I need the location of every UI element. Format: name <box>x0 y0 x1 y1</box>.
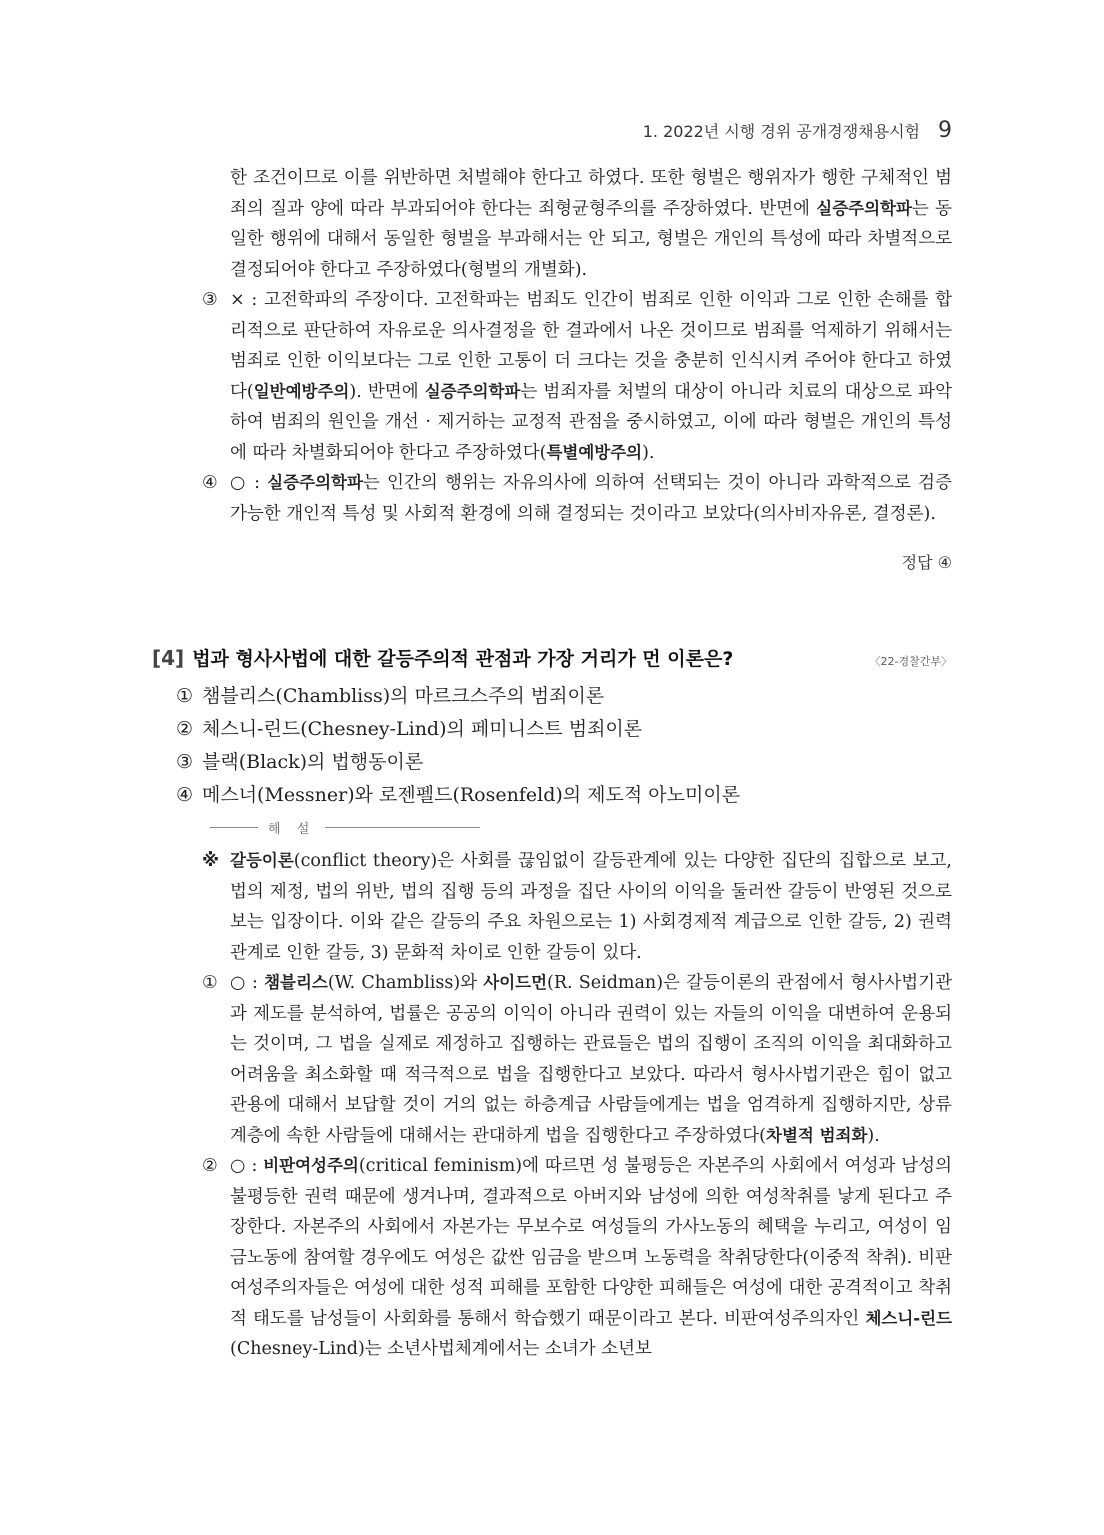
choice-list <box>176 680 740 812</box>
bold-term: 일반예방주의 <box>253 381 350 401</box>
running-title: 1. 2022년 시행 경위 공개경쟁채용시험 <box>642 122 920 141</box>
explanation-item-3 <box>202 285 952 468</box>
explanation-label: 해 설 <box>268 822 316 837</box>
choice-mark: ③ <box>176 751 194 773</box>
note-text <box>230 846 952 968</box>
choice-text: 챔블리스(Chambliss)의 마르크스주의 범죄이론 <box>202 685 605 707</box>
bold-term: 실증주의학파 <box>816 198 912 218</box>
text-run: (critical feminism)에 따르면 성 불평등은 자본주의 사회에서 여성과 남성의 불평등한 권력 때문에 생겨나며, 결과적으로 아버지와 남성에 의한 여성착취를 낳게 된다고 주장한다. 자본주의 사회에서 자본가는 무보수로 여성들의 가사노동의 혜택을 누리고, 여성이 임금노동에 참여할 경우에도 여성은 값싼 임금을 받으며 노동력을 착취당한다(이중적 착취). 비판여성주의자들은 여성에 대한 성적 피해를 포함한 다양한 피해들은 여성에 대한 공격적이고 착취적 태도를 남성들이 사회화를 통해서 학습했기 때문이라고 본다. 비판여성주의자인 <box>230 1156 952 1329</box>
text-run: (Chesney-Lind)는 소년사법체계에서는 소녀가 소년보 <box>230 1339 652 1359</box>
choice-mark: ② <box>176 718 194 740</box>
bold-term: 사이드먼 <box>483 973 548 992</box>
item-mark: ② <box>202 1156 218 1176</box>
choice-text: 체스니-린드(Chesney-Lind)의 페미니스트 범죄이론 <box>202 718 643 740</box>
text-run: 는 동일한 행위에 대해서 동일한 형벌을 부과해서는 안 되고, 형벌은 개인의 특성에 따라 차별적으로 결정되어야 한다고 주장하였다(형벌의 개별화). <box>230 198 952 280</box>
question-heading <box>152 644 952 671</box>
continuation-paragraph <box>230 163 952 285</box>
text-run: ○ : <box>230 973 265 993</box>
page-number: 9 <box>938 118 952 143</box>
text-run: ). <box>642 442 655 463</box>
choice-4 <box>176 779 740 812</box>
explanation-body <box>0 846 1104 1365</box>
answer-line: 정답 ④ <box>901 553 952 572</box>
item-mark: ③ <box>202 290 218 310</box>
text-run: 는 범죄자를 처벌의 대상이 아니라 치료의 대상으로 파악하여 범죄의 원인을 개선 · 제거하는 교정적 관점을 중시하였고, 이에 따라 형벌은 개인의 특성에 따라 차별화되어야 한다고 주장하였다( <box>230 381 952 463</box>
text-run: ). <box>867 1125 880 1146</box>
text-run: (R. Seidman)은 갈등이론의 관점에서 형사사법기관과 제도를 분석하여, 법률은 공공의 이익이 아니라 권력이 있는 자들의 이익을 대변하여 운용되는 것이며, 그 법을 실제로 제정하고 집행하는 관료들은 법의 집행이 조직의 이익을 최대화하고 어려움을 최소화할 때 적극적으로 법을 집행한다고 보았다. 따라서 형사사법기관은 힘이 없고 관용에 대해서 보답할 것이 거의 없는 하층계급 사람들에게는 법을 엄격하게 집행하지만, 상류계층에 속한 사람들에 대해서는 관대하게 법을 집행한다고 주장하였다( <box>230 973 952 1146</box>
item-mark: ④ <box>202 473 218 493</box>
bold-term: 실증주의학파 <box>424 381 521 401</box>
heading-rule-left <box>210 827 258 828</box>
question-source: 〈22-경찰간부〉 <box>869 655 952 668</box>
choice-2 <box>176 713 740 746</box>
bold-term: 비판여성주의 <box>263 1156 359 1175</box>
choice-mark: ④ <box>176 784 194 806</box>
heading-rule-right <box>325 827 480 828</box>
choice-3 <box>176 746 740 779</box>
choice-mark: ① <box>176 685 194 707</box>
text-run: (W. Chambliss)와 <box>327 973 484 993</box>
explanation-item-4 <box>202 468 952 529</box>
question-text: 법과 형사사법에 대한 갈등주의적 관점과 가장 거리가 먼 이론은? <box>192 648 734 670</box>
bold-term: 특별예방주의 <box>546 442 643 462</box>
choice-1 <box>176 680 740 713</box>
text-run: 는 인간의 행위는 자유의사에 의하여 선택되는 것이 아니라 과학적으로 검증 가능한 개인적 특성 및 사회적 환경에 의해 결정되는 것이라고 보았다(의사비자유론, 결정론). <box>230 473 952 524</box>
explanation-item-2 <box>202 1151 952 1365</box>
question-number: [4] <box>152 646 185 670</box>
running-header <box>643 118 952 143</box>
item-text <box>230 968 952 1151</box>
text-run: ). 반면에 <box>349 381 425 402</box>
explanation-item-1 <box>202 968 952 1151</box>
bold-term: 차별적 범죄화 <box>766 1125 868 1145</box>
choice-text: 메스너(Messner)와 로젠펠드(Rosenfeld)의 제도적 아노미이론 <box>202 784 741 806</box>
item-mark: ① <box>202 973 218 993</box>
choice-text: 블랙(Black)의 법행동이론 <box>202 751 424 773</box>
text-run: 한 조건이므로 이를 위반하면 처벌해야 한다고 하였다. 또한 형벌은 행위자가 행한 구체적인 범죄의 질과 양에 따라 부과되어야 한다는 죄형균형주의를 주장하였다. 반면에 <box>230 168 952 219</box>
bold-term: 챔블리스 <box>264 973 328 992</box>
text-run: (conflict theory)은 사회를 끊임없이 갈등관계에 있는 다양한 집단의 집합으로 보고, 법의 제정, 법의 위반, 법의 집행 등의 과정을 집단 사이의 이익을 둘러싼 갈등이 반영된 것으로 보는 입장이다. 이와 같은 갈등의 주요 차원으로는 1) 사회경제적 계급으로 인한 갈등, 2) 권력관계로 인한 갈등, 3) 문화적 차이로 인한 갈등이 있다. <box>230 851 952 963</box>
explanation-note <box>202 846 952 968</box>
item-text <box>230 285 952 468</box>
text-run: × : 고전학파의 주장이다. 고전학파는 범죄도 인간이 범죄로 인한 이익과 그로 인한 손해를 합리적으로 판단하여 자유로운 의사결정을 한 결과에서 나온 것이므로 범죄를 억제하기 위해서는 범죄로 인한 이익보다는 그로 인한 고통이 더 크다는 것을 충분히 인식시켜 주어야 한다고 하였다( <box>230 290 952 402</box>
text-run: ○ : <box>230 1156 264 1176</box>
item-text <box>230 468 952 529</box>
note-mark: ※ <box>202 851 220 871</box>
explanation-heading <box>210 818 480 837</box>
text-run: ○ : <box>230 473 268 493</box>
bold-term: 실증주의학파 <box>267 473 363 492</box>
item-text <box>230 1151 952 1365</box>
continued-explanation <box>0 163 1104 529</box>
bold-term: 체스니-린드 <box>865 1308 952 1328</box>
bold-term: 갈등이론 <box>230 851 294 870</box>
